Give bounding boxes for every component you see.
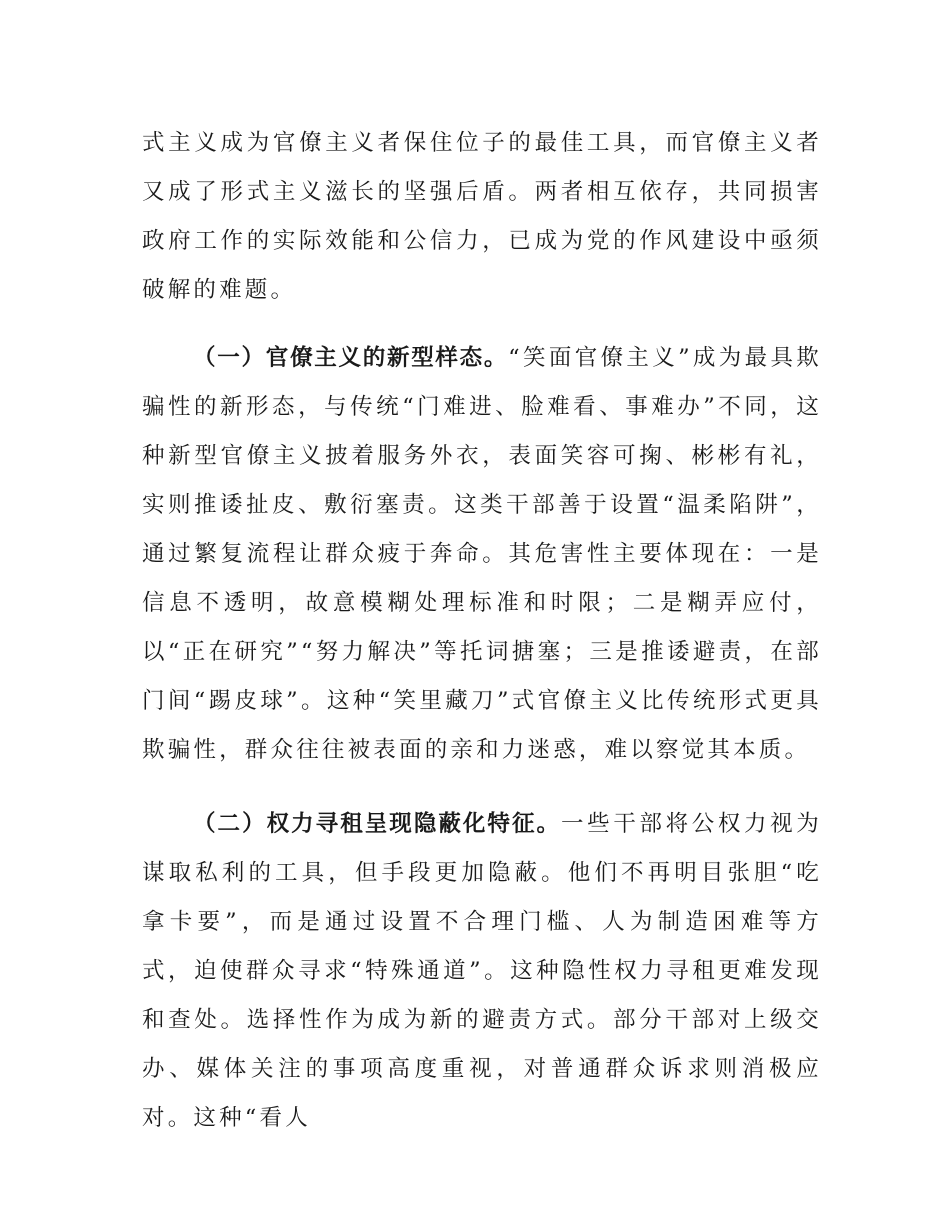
paragraph-text: “笑面官僚主义”成为最具欺骗性的新形态，与传统“门难进、脸难看、事难办”不同，这种新型官僚主义披着服务外衣，表面笑容可掬、彬彬有礼，实则推诿扯皮、敷衍塞责。这类干部善于设置“温柔陷阱”，通过繁复流程让群众疲于奔命。其危害性主要体现在：一是信息不透明，故意模糊处理标准和时限；二是糊弄应付，以“正在研究”“努力解决”等托词搪塞；三是推诿避责，在部门间“踢皮球”。这种“笑里藏刀”式官僚主义比传统形式更具欺骗性，群众往往被表面的亲和力迷惑，难以察觉其本质。 [142,345,822,763]
body-paragraph-continuation [142,119,822,315]
section-heading-rent-seeking: （二）权力寻租呈现隐蔽化特征。 [193,811,562,837]
paragraph-text: 一些干部将公权力视为谋取私利的工具，但手段更加隐蔽。他们不再明目张胆“吃拿卡要”，而是通过设置不合理门槛、人为制造困难等方式，迫使群众寻求“特殊通道”。这种隐性权力寻租更难发现和查处。选择性作为成为新的避责方式。部分干部对上级交办、媒体关注的事项高度重视，对普通群众诉求则消极应对。这种“看人 [142,811,822,1131]
body-paragraph-rent-seeking [142,800,822,1143]
section-heading-bureaucratism: （一）官僚主义的新型样态。 [193,345,509,371]
body-paragraph-bureaucratism [142,334,822,775]
paragraph-text: 式主义成为官僚主义者保住位子的最佳工具，而官僚主义者又成了形式主义滋长的坚强后盾。两者相互依存，共同损害政府工作的实际效能和公信力，已成为党的作风建设中亟须破解的难题。 [142,130,822,303]
